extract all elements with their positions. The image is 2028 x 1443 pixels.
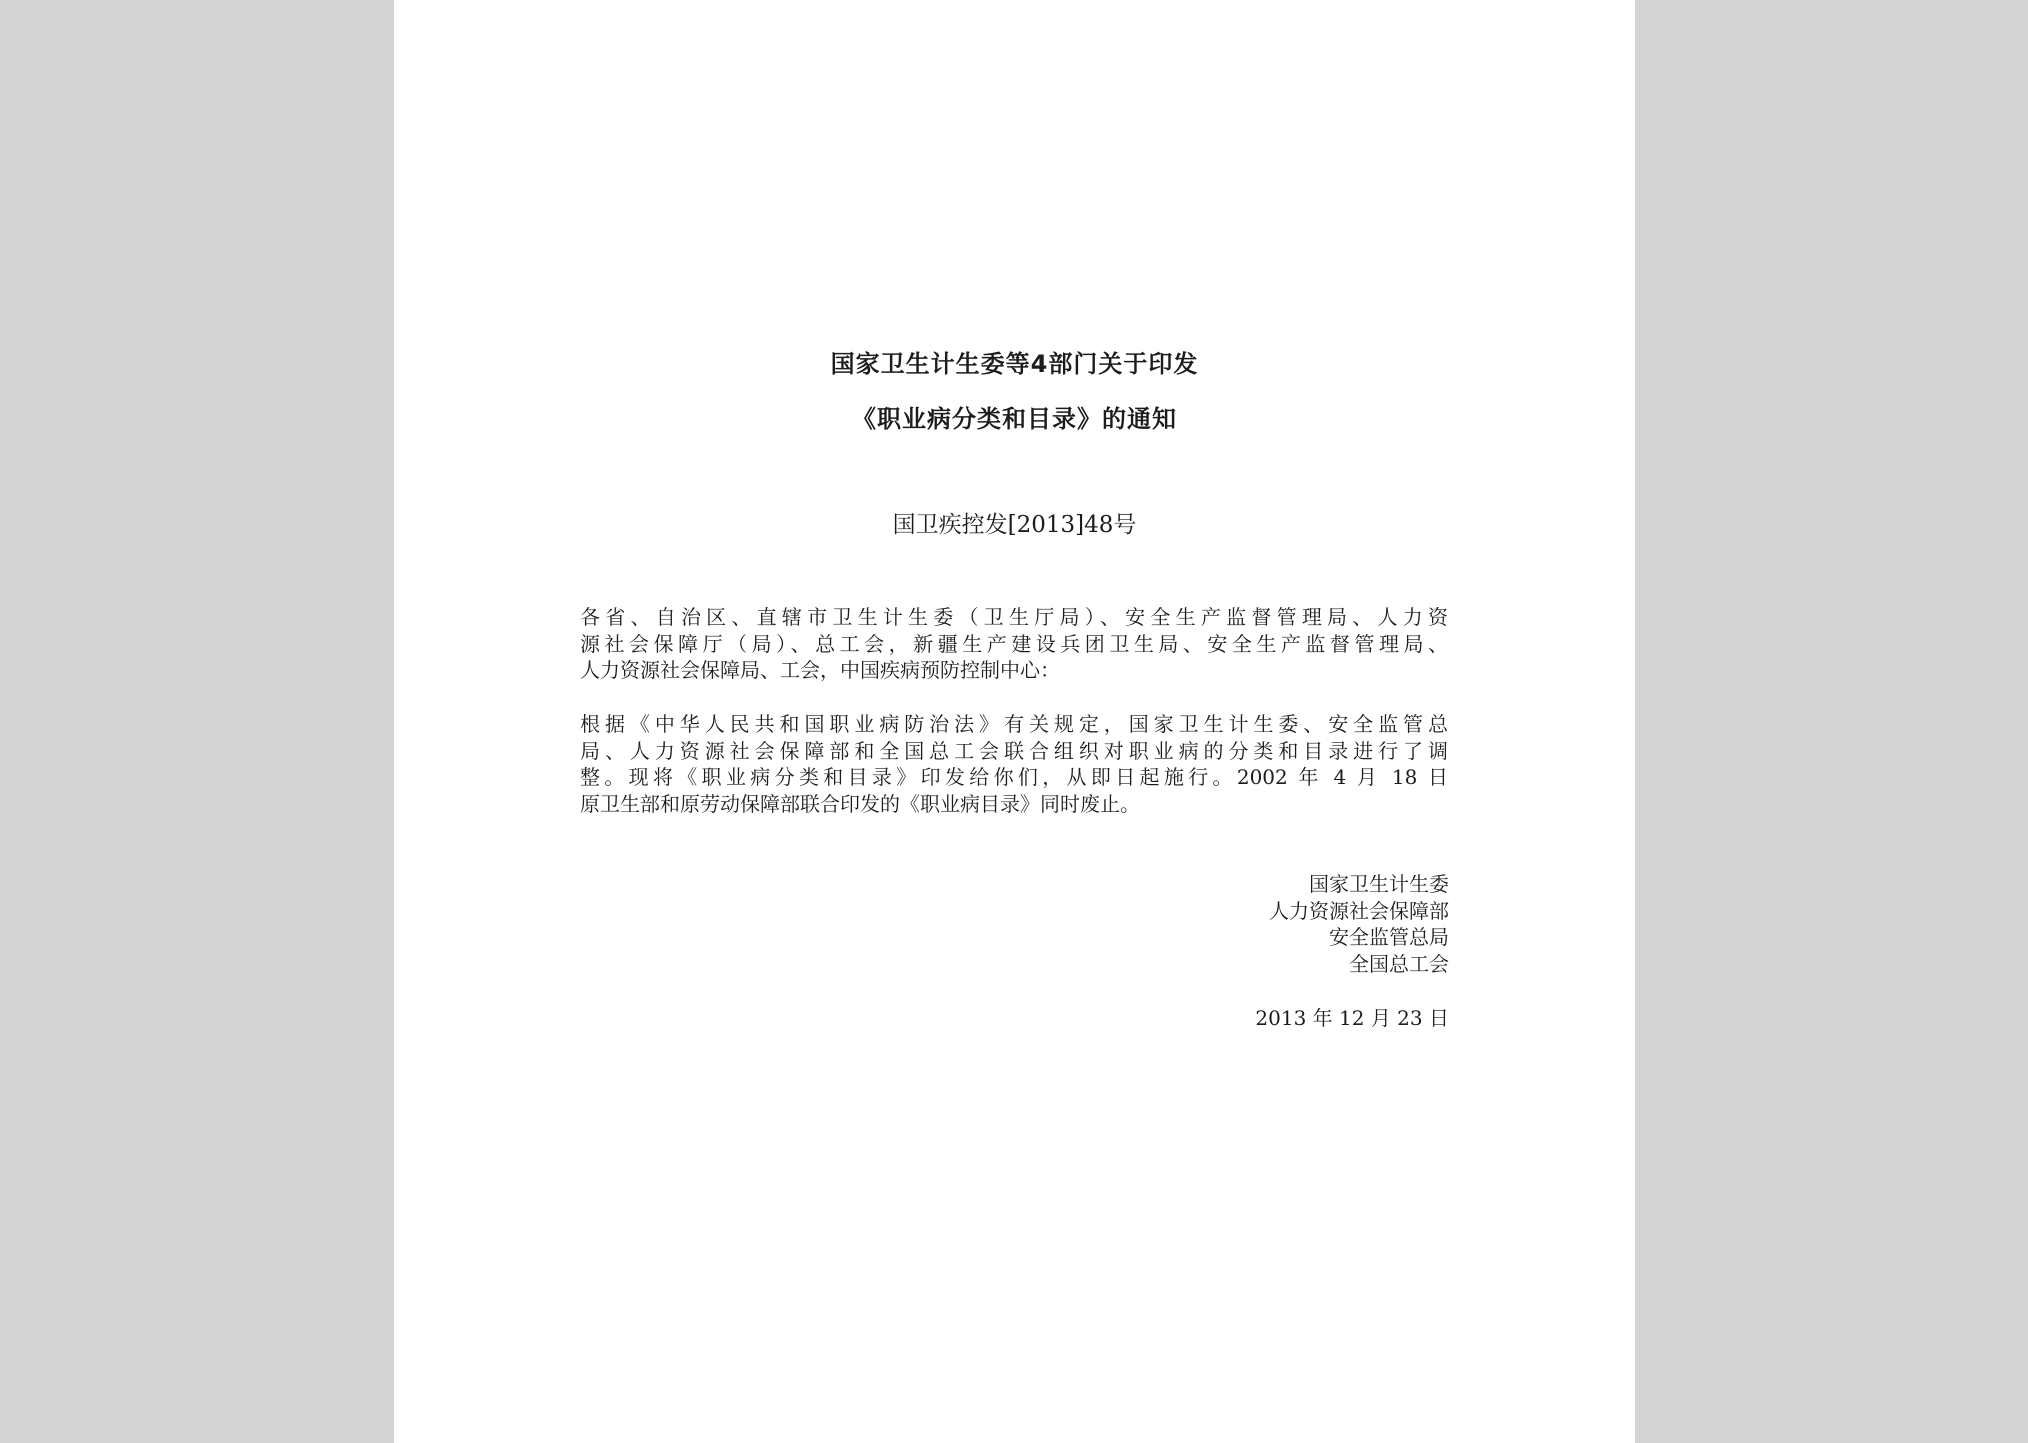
addressee-paragraph	[580, 604, 1448, 684]
body-line: 根据《中华人民共和国职业病防治法》有关规定，国家卫生计生委、安全监管总	[580, 712, 1448, 736]
body-line: 原卫生部和原劳动保障部联合印发的《职业病目录》同时废止。	[580, 791, 1140, 816]
signatory-block	[1269, 871, 1449, 977]
issue-date: 2013 年 12 月 23 日	[1255, 1006, 1449, 1030]
body-paragraph	[580, 711, 1448, 817]
document-number: 国卫疾控发[2013]48号	[892, 512, 1137, 538]
document-title-line-1: 国家卫生计生委等4部门关于印发	[830, 350, 1199, 378]
body-line: 整。现将《职业病分类和目录》印发给你们，从即日起施行。2002 年 4 月 18 日	[580, 765, 1448, 790]
addressee-line: 源社会保障厅（局）、总工会，新疆生产建设兵团卫生局、安全生产监督管理局、	[580, 631, 1448, 656]
document-page	[394, 0, 1635, 1443]
addressee-line: 人力资源社会保障局、工会，中国疾病预防控制中心：	[580, 658, 1060, 683]
document-title-line-2: 《职业病分类和目录》的通知	[852, 405, 1177, 433]
signatory: 安全监管总局	[1329, 925, 1449, 950]
addressee-line: 各省、自治区、直辖市卫生计生委（卫生厅局）、安全生产监督管理局、人力资	[580, 605, 1448, 629]
signatory: 全国总工会	[1349, 951, 1449, 976]
body-line: 局、人力资源社会保障部和全国总工会联合组织对职业病的分类和目录进行了调	[580, 738, 1448, 763]
signatory: 人力资源社会保障部	[1269, 898, 1449, 923]
signatory: 国家卫生计生委	[1309, 872, 1449, 896]
